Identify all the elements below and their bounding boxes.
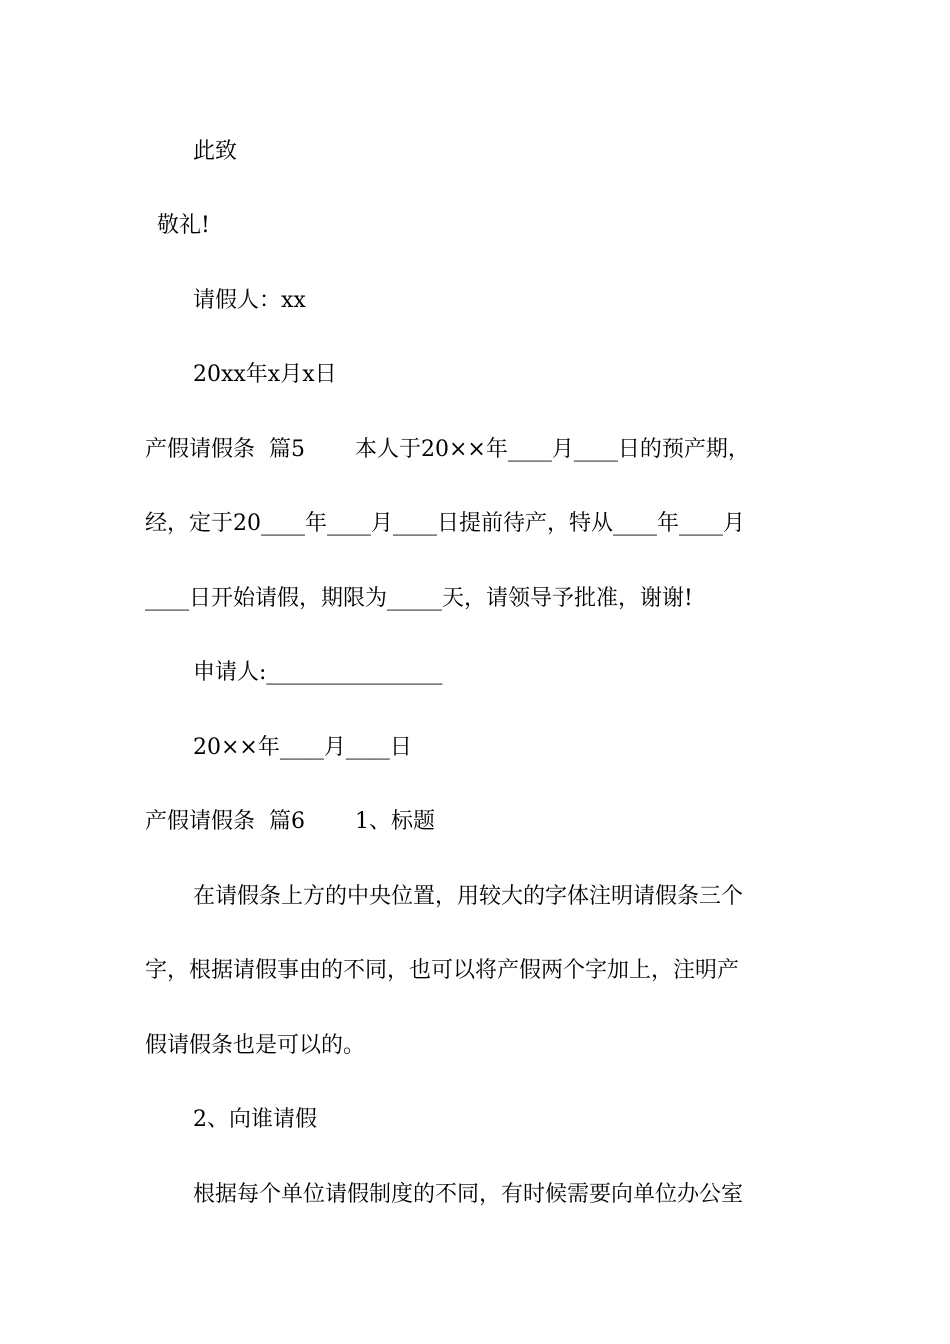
applicant-blank: 申请人:________________: [193, 660, 443, 685]
section-6-heading: 产假请假条 篇6: [145, 809, 305, 834]
subheading-who-to-ask: 2、向谁请假: [193, 1107, 317, 1132]
applicant-signature: 请假人：xx: [193, 288, 306, 313]
paragraph-line: 经，定于20____年____月____日提前待产，特从____年____月: [145, 511, 745, 536]
closing-salutation: 此致: [193, 139, 238, 164]
paragraph-line: 假请假条也是可以的。: [145, 1033, 366, 1058]
signature-date: 20xx年x月x日: [193, 362, 337, 387]
paragraph-line: 字，根据请假事由的不同，也可以将产假两个字加上，注明产: [145, 958, 740, 983]
section-6-line: [145, 807, 435, 837]
section-6-subheading: 1、标题: [354, 809, 435, 834]
section-5-intro: 本人于20××年____月____日的预产期，: [354, 437, 750, 462]
section-5-line: [145, 435, 750, 465]
paragraph-line: ____日开始请假，期限为_____天，请领导予批准，谢谢!: [145, 586, 693, 611]
paragraph-line: 根据每个单位请假制度的不同，有时候需要向单位办公室: [193, 1182, 744, 1207]
closing-respect: 敬礼!: [157, 213, 210, 238]
section-5-heading: 产假请假条 篇5: [145, 437, 305, 462]
application-date-blank: 20××年____月____日: [193, 735, 412, 760]
paragraph-line: 在请假条上方的中央位置，用较大的字体注明请假条三个: [193, 884, 744, 909]
